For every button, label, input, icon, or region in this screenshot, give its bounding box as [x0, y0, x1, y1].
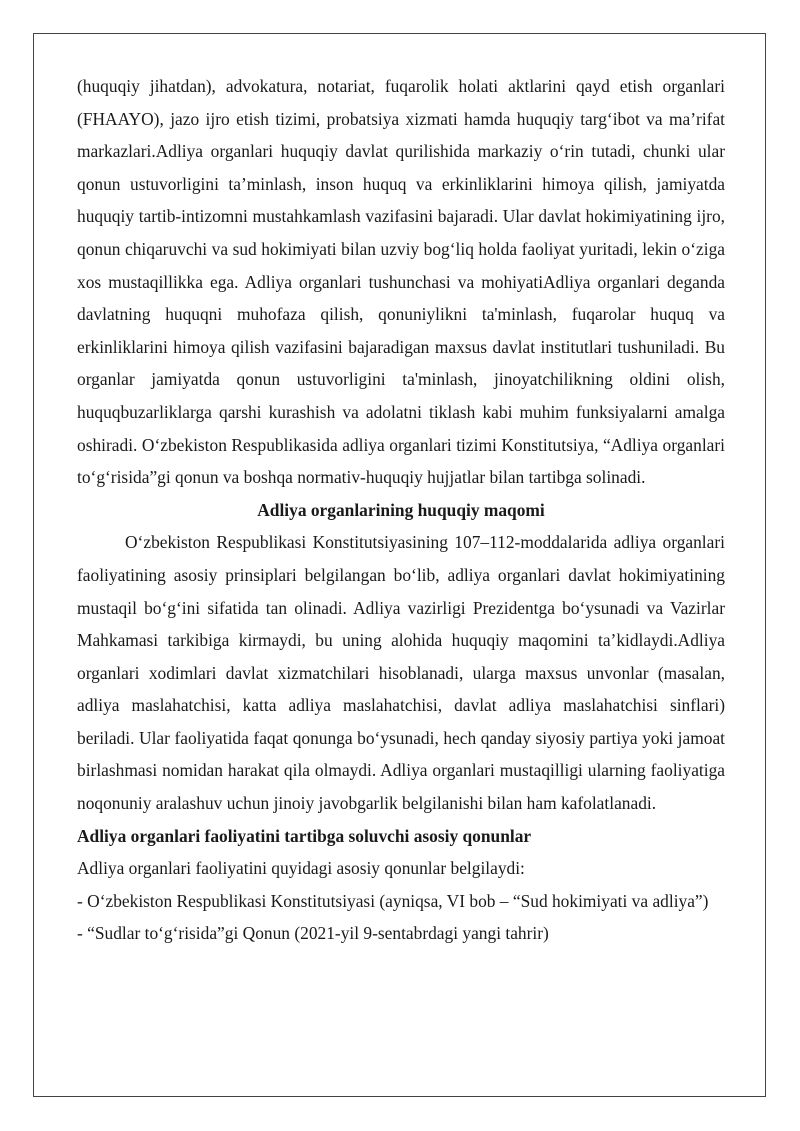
paragraph-laws-intro: Adliya organlari faoliyatini quyidagi asosiy qonunlar belgilaydi: [77, 858, 525, 879]
section-heading-legal-status: Adliya organlarining huquqiy maqomi [257, 499, 545, 520]
list-item-courts-law: - “Sudlar to‘g‘risida”gi Qonun (2021-yil 9-sentabrdagi yangi tahrir) [77, 923, 549, 944]
paragraph-intro: (huquqiy jihatdan), advokatura, notariat, fuqarolik holati aktlarini qayd etish organlari (FHAAYO), jazo ijro etish tizimi, probatsiya xizmati hamda huquqiy targ‘ibot va ma’rifat markazlari.Adliya organlari huquqiy davlat qurilishida markaziy o‘rin tutadi, chunki ular qonun ustuvorligini ta’minlash, inson huquq va erkinliklarini himoya qilish, jamiyatda huquqiy tartib-intizomni mustahkamlash vazifasini bajaradi. Ular davlat hokimiyatining ijro, qonun chiqaruvchi va sud hokimiyati bilan uzviy bog‘liq holda faoliyat yuritadi, lekin o‘ziga xos mustaqillikka ega. Adliya organlari tushunchasi va mohiyatiAdliya organlari deganda davlatning huquqni muhofaza qilish, qonuniylikni ta'minlash, fuqarolar huquq va erkinliklarini himoya qilish vazifasini bajaradigan maxsus davlat institutlari tushuniladi. Bu organlar jamiyatda qonun ustuvorligini ta'minlash, jinoyatchilikning oldini olish, huquqbuzarliklarga qarshi kurashish va adolatni tiklash kabi muhim funksiyalarni amalga oshiradi. O‘zbekiston Respublikasida adliya organlari tizimi Konstitutsiya, “Adliya organlari to‘g‘risida”gi qonun va boshqa normativ-huquqiy hujjatlar bilan tartibga solinadi. [77, 76, 725, 488]
section-heading-main-laws: Adliya organlari faoliyatini tartibga soluvchi asosiy qonunlar [77, 825, 532, 846]
paragraph-legal-status: O‘zbekiston Respublikasi Konstitutsiyasining 107–112-moddalarida adliya organlari faoliyatining asosiy prinsiplari belgilangan bo‘lib, adliya organlari davlat hokimiyatining mustaqil bo‘g‘ini sifatida tan olinadi. Adliya vazirligi Prezidentga bo‘ysunadi va Vazirlar Mahkamasi tarkibiga kirmaydi, bu uning alohida huquqiy maqomini ta’kidlaydi.Adliya organlari xodimlari davlat xizmatchilari hisoblanadi, ularga maxsus unvonlar (masalan, adliya maslahatchisi, katta adliya maslahatchisi, davlat adliya maslahatchisi sinflari) beriladi. Ular faoliyatida faqat qonunga bo‘ysunadi, hech qanday siyosiy partiya yoki jamoat birlashmasi nomidan harakat qila olmaydi. Adliya organlari mustaqilligi ularning faoliyatiga noqonuniy aralashuv uchun jinoiy javobgarlik belgilanishi bilan ham kafolatlanadi. [77, 532, 725, 814]
document-body [77, 70, 725, 950]
list-item-constitution: - O‘zbekiston Respublikasi Konstitutsiyasi (ayniqsa, VI bob – “Sud hokimiyati va adliya”) [77, 890, 709, 911]
